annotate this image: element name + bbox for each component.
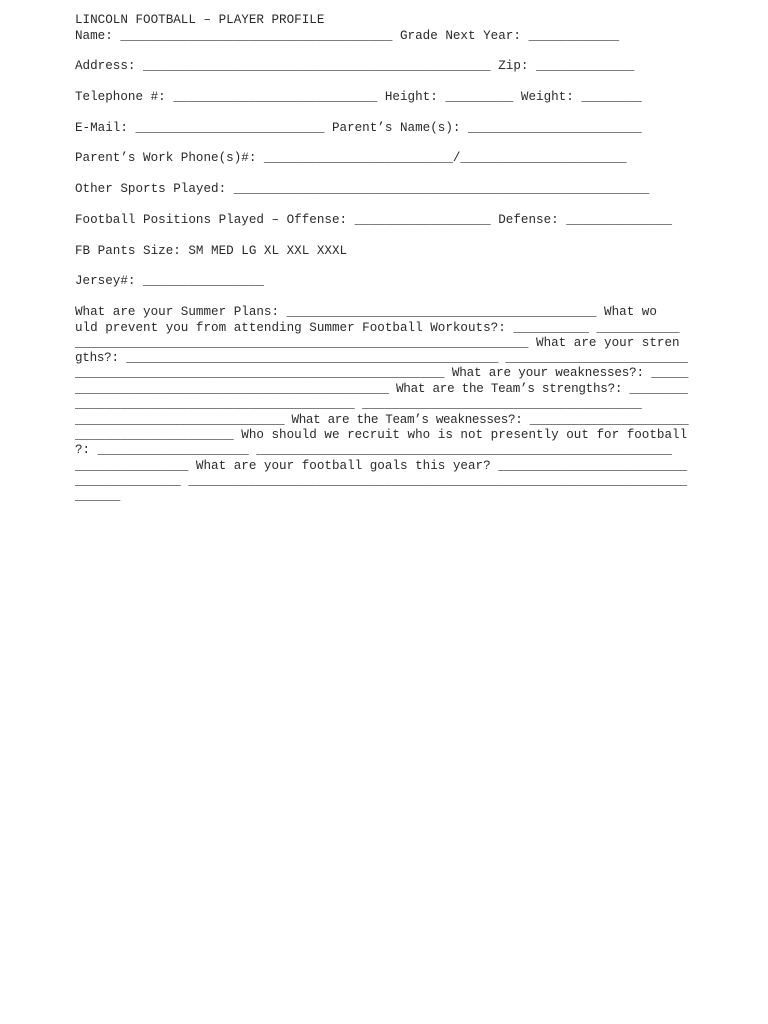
pants-size-line: FB Pants Size: SM MED LG XL XXL XXXL — [75, 244, 348, 258]
other-sports-line: Other Sports Played: _______________________________________________________ — [75, 182, 650, 196]
questions-line: _______________ What are your football goals this year? _________________________ — [75, 459, 688, 473]
questions-line: ?: ____________________ _______________________________________________________ — [75, 443, 673, 457]
questions-line: _____________________________ What are the Team’s weaknesses?: ______________________ — [75, 413, 689, 427]
name-grade-line: Name: ____________________________________ Grade Next Year: ____________ — [75, 29, 620, 43]
questions-line: ______________ __________________________________________________________________ — [75, 474, 688, 488]
address-zip-line: Address: ______________________________________________ Zip: _____________ — [75, 59, 635, 73]
questions-line: gths?: ___________________________________________________ _________________________ — [75, 351, 688, 365]
questions-line: __________________________________________________ What are your weaknesses?: _____ — [75, 366, 689, 380]
questions-line: _____________________ Who should we recruit who is not presently out for football — [75, 428, 688, 442]
questions-line: ______ — [75, 489, 121, 503]
email-parent-names-line: E-Mail: _________________________ Parent’s Name(s): _______________________ — [75, 121, 642, 135]
questions-line: _____________________________________ _____________________________________ — [75, 397, 642, 411]
parent-work-phone-line: Parent’s Work Phone(s)#: _________________________/______________________ — [75, 151, 627, 165]
form-title: LINCOLN FOOTBALL – PLAYER PROFILE — [75, 13, 325, 27]
questions-line: ____________________________________________________________ What are your stren — [75, 336, 680, 350]
questions-line: ___________________________________________ What are the Team’s strengths?: ________ — [75, 382, 688, 396]
football-positions-line: Football Positions Played – Offense: __________________ Defense: ______________ — [75, 213, 673, 227]
questions-line: What are your Summer Plans: _________________________________________ What wo — [75, 305, 657, 319]
jersey-line: Jersey#: ________________ — [75, 274, 264, 288]
telephone-height-weight-line: Telephone #: ___________________________ Height: _________ Weight: ________ — [75, 90, 642, 104]
questions-line: uld prevent you from attending Summer Football Workouts?: __________ ___________ — [75, 321, 680, 335]
